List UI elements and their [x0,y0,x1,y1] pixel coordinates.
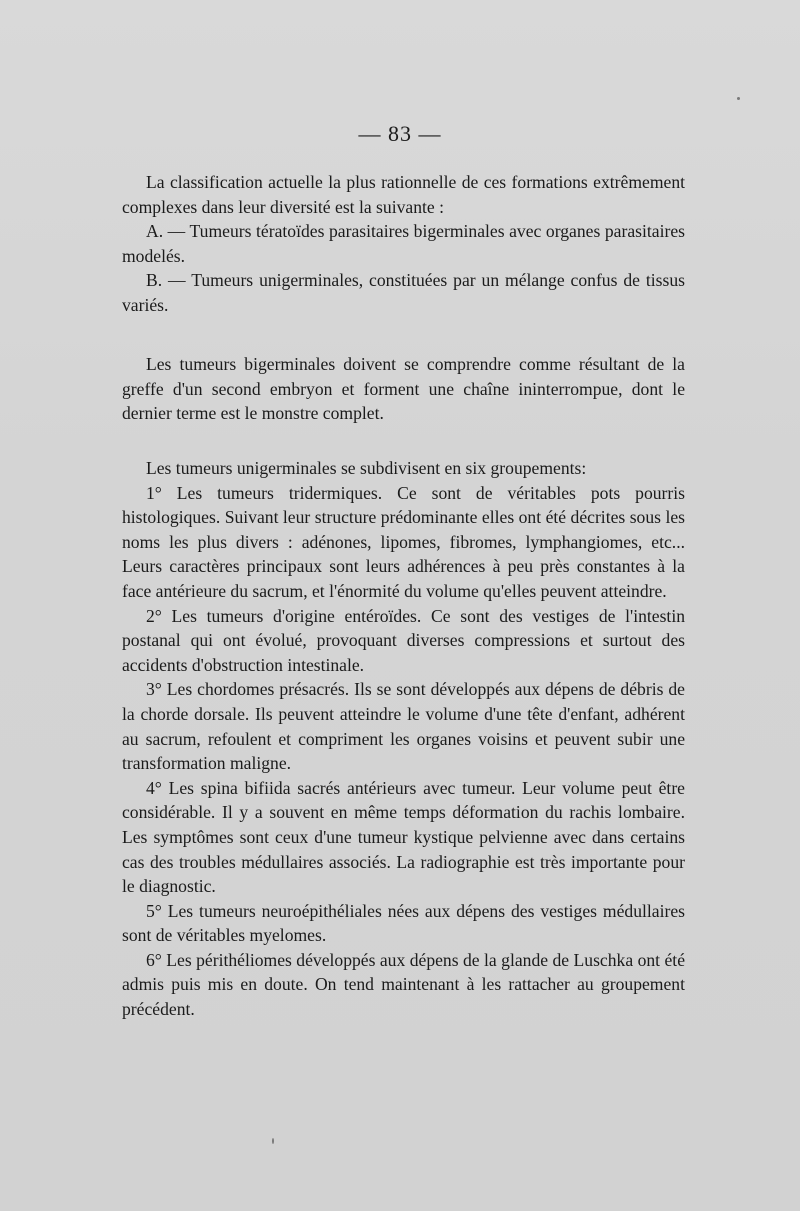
paper-speck [737,97,740,100]
unigerminal-intro: Les tumeurs unigerminales se subdivisent en six groupements: [146,458,587,478]
classification-item-a: A. — Tumeurs tératoïdes parasitaires bigerminales avec organes parasitaires modelés. [122,221,685,266]
classification-section [122,170,685,318]
unigerminal-section [122,456,685,1022]
unigerminal-item-5: 5° Les tumeurs neuroépithéliales nées aux dépens des vestiges médullaires sont de véritables myelomes. [122,900,685,946]
bigerminal-section [122,352,685,426]
unigerminal-item-1: 1° Les tumeurs tridermiques. Ce sont de véritables pots pourris histologiques. Suivant leur structure prédominante elles ont été décrites sous les noms les plus divers : adénones, lipomes, fibromes, lymphangiomes, etc... Leurs caractères principaux sont leurs adhérences à peu près constantes à la face antérieure du sacrum, et l'énormité du volume qu'elles peuvent atteindre. [122,482,685,601]
classification-item-b: B. — Tumeurs unigerminales, constituées par un mélange confus de tissus variés. [122,270,685,315]
unigerminal-item-4: 4° Les spina bifiida sacrés antérieurs avec tumeur. Leur volume peut être considérable. Il y a souvent en même temps déformation du rachis lombaire. Les symptômes sont ceux d'une tumeur kystique pelvienne avec dans certains cas des troubles médullaires associés. La radiographie est très importante pour le diagnostic. [122,777,685,897]
bigerminal-paragraph: Les tumeurs bigerminales doivent se comprendre comme résultant de la greffe d'un second embryon et forment une chaîne ininterrompue, dont le dernier terme est le monstre complet. [122,354,685,424]
unigerminal-item-3: 3° Les chordomes présacrés. Ils se sont développés aux dépens de débris de la chorde dorsale. Ils peuvent atteindre le volume d'une tête d'enfant, adhérent au sacrum, refoulent et compriment les organes voisins et peuvent subir une transformation maligne. [122,679,685,774]
classification-intro: La classification actuelle la plus rationnelle de ces formations extrêmement complexes dans leur diversité est la suivante : [122,172,685,217]
unigerminal-item-6: 6° Les périthéliomes développés aux dépens de la glande de Luschka ont été admis puis mis en doute. On tend maintenant à les rattacher au groupement précédent. [122,949,685,1020]
unigerminal-item-2: 2° Les tumeurs d'origine entéroïdes. Ce sont des vestiges de l'intestin postanal qui ont évolué, provoquant diverses compressions et surtout des accidents d'obstruction intestinale. [122,605,685,675]
paper-speck [272,1138,274,1144]
page-number: — 83 — [358,121,442,146]
